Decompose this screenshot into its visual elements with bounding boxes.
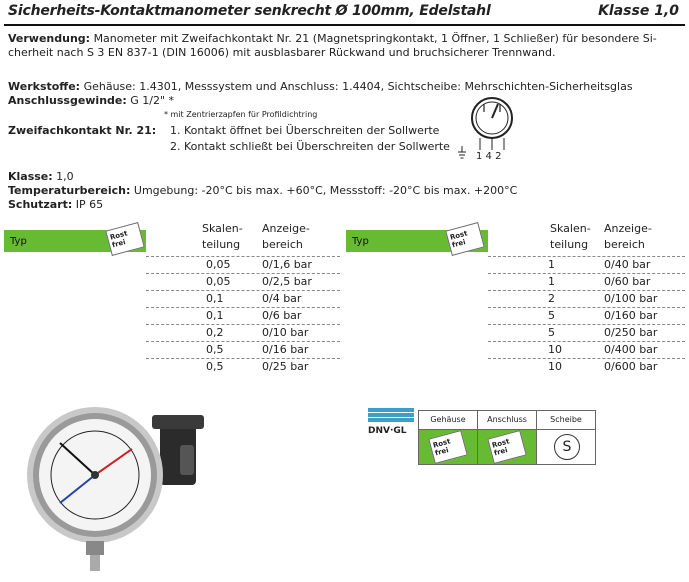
title-bar [4, 2, 685, 26]
table-left-typ: Typ [10, 236, 27, 247]
table-row-anzeigebereich: 0/100 bar [604, 292, 658, 305]
table-right-typ: Typ [352, 236, 369, 247]
terminal-numbers: 1 4 2 [476, 151, 502, 162]
table-row-anzeigebereich: 0/2,5 bar [262, 275, 312, 288]
schutzart-line [8, 198, 103, 212]
table-row-skalenteilung: 0,05 [206, 258, 231, 271]
temperatur-line [8, 184, 517, 198]
verwendung-text1: Manometer mit Zweifachkontakt Nr. 21 (Magnetspringkontakt, 1 Öffner, 1 Schließer) für besondere Si- [93, 32, 657, 45]
table-left-col2: Anzeige- [262, 222, 310, 235]
werkstoffe-line [8, 80, 633, 94]
klasse-label: Klasse: [8, 170, 53, 183]
table-row-skalenteilung: 0,05 [206, 275, 231, 288]
table-row-skalenteilung: 10 [548, 360, 562, 373]
table-row-divider [146, 273, 340, 274]
klasse-line [8, 170, 74, 184]
table-row-anzeigebereich: 0/40 bar [604, 258, 651, 271]
anschluss-note: * mit Zentrierzapfen für Profildichtring [164, 110, 318, 119]
table-row-anzeigebereich: 0/25 bar [262, 360, 309, 373]
table-row-skalenteilung: 2 [548, 292, 555, 305]
table-row-skalenteilung: 5 [548, 326, 555, 339]
safety-glass-icon: S [554, 434, 580, 460]
footer-gehaeuse-label: Gehäuse [418, 410, 478, 430]
table-row-divider [146, 307, 340, 308]
table-row-divider [488, 341, 685, 342]
table-row-skalenteilung: 1 [548, 275, 555, 288]
table-right-col2b: bereich [604, 238, 645, 251]
table-row-anzeigebereich: 0/16 bar [262, 343, 309, 356]
table-row-anzeigebereich: 0/160 bar [604, 309, 658, 322]
table-row-divider [146, 290, 340, 291]
table-row-skalenteilung: 0,1 [206, 292, 224, 305]
table-row-anzeigebereich: 0/60 bar [604, 275, 651, 288]
verwendung-text2: cherheit nach S 3 EN 837-1 (DIN 16006) mit ausblasbarer Rückwand und bruchsicherer Trennwand. [8, 46, 556, 59]
table-left-type-header [4, 230, 146, 252]
werkstoffe-text: Gehäuse: 1.4301, Messsystem und Anschluss: 1.4404, Sichtscheibe: Mehrschichten-Sicherheitsglas [83, 80, 633, 93]
zweifach-line2: 2. Kontakt schließt bei Überschreiten der Sollwerte [170, 140, 450, 153]
rostfrei-icon: Rost frei [428, 430, 468, 464]
verwendung-label: Verwendung: [8, 32, 91, 45]
table-row-divider [488, 256, 685, 257]
schutzart-label: Schutzart: [8, 198, 73, 211]
table-row-anzeigebereich: 0/250 bar [604, 326, 658, 339]
dnv-gl-text: DNV·GL [368, 426, 407, 436]
table-right-type-header [346, 230, 488, 252]
class-label: Klasse 1,0 [598, 3, 679, 19]
klasse-value: 1,0 [56, 170, 74, 183]
table-row-divider [488, 273, 685, 274]
anschluss-line [8, 94, 174, 108]
table-right-col1b: teilung [550, 238, 589, 251]
table-right-col2: Anzeige- [604, 222, 652, 235]
table-row-divider [146, 324, 340, 325]
anschluss-text: G 1/2" * [130, 94, 175, 107]
footer-anschluss-label: Anschluss [477, 410, 537, 430]
table-row-anzeigebereich: 0/400 bar [604, 343, 658, 356]
table-row-divider [488, 358, 685, 359]
table-row-skalenteilung: 0,1 [206, 309, 224, 322]
table-row-skalenteilung: 5 [548, 309, 555, 322]
table-row-skalenteilung: 1 [548, 258, 555, 271]
werkstoffe-label: Werkstoffe: [8, 80, 81, 93]
manometer-product-image [20, 385, 240, 575]
footer-gehaeuse-cell [418, 429, 478, 465]
table-row-divider [146, 256, 340, 257]
table-row-divider [146, 358, 340, 359]
table-row-divider [488, 324, 685, 325]
anschluss-label: Anschlussgewinde: [8, 94, 127, 107]
verwendung-line1 [8, 32, 657, 46]
table-row-divider [488, 290, 685, 291]
rostfrei-icon: Rost frei [487, 430, 527, 464]
table-row-divider [488, 307, 685, 308]
temperatur-value: Umgebung: -20°C bis max. +60°C, Messstoff: -20°C bis max. +200°C [133, 184, 518, 197]
table-left-col1b: teilung [202, 238, 241, 251]
zweifach-line1: 1. Kontakt öffnet bei Überschreiten der Sollwerte [170, 124, 440, 137]
table-row-anzeigebereich: 0/600 bar [604, 360, 658, 373]
table-row-anzeigebereich: 0/6 bar [262, 309, 302, 322]
rostfrei-icon: Rost frei [445, 222, 485, 256]
table-row-anzeigebereich: 0/10 bar [262, 326, 309, 339]
table-row-divider [146, 341, 340, 342]
page-title: Sicherheits-Kontaktmanometer senkrecht Ø 100mm, Edelstahl [8, 3, 491, 19]
table-row-skalenteilung: 0,5 [206, 360, 224, 373]
temperatur-label: Temperaturbereich: [8, 184, 131, 197]
table-right-col1: Skalen- [550, 222, 591, 235]
table-row-skalenteilung: 0,2 [206, 326, 224, 339]
table-row-skalenteilung: 10 [548, 343, 562, 356]
footer-anschluss-cell [477, 429, 537, 465]
schutzart-value: IP 65 [75, 198, 104, 211]
table-row-anzeigebereich: 0/1,6 bar [262, 258, 312, 271]
zweifach-label: Zweifachkontakt Nr. 21: [8, 124, 157, 137]
footer-scheibe-label: Scheibe [536, 410, 596, 430]
table-row-anzeigebereich: 0/4 bar [262, 292, 302, 305]
footer-scheibe-cell [536, 429, 596, 465]
table-left-col1: Skalen- [202, 222, 243, 235]
table-left-col2b: bereich [262, 238, 303, 251]
table-row-skalenteilung: 0,5 [206, 343, 224, 356]
rostfrei-icon: Rost frei [105, 222, 145, 256]
